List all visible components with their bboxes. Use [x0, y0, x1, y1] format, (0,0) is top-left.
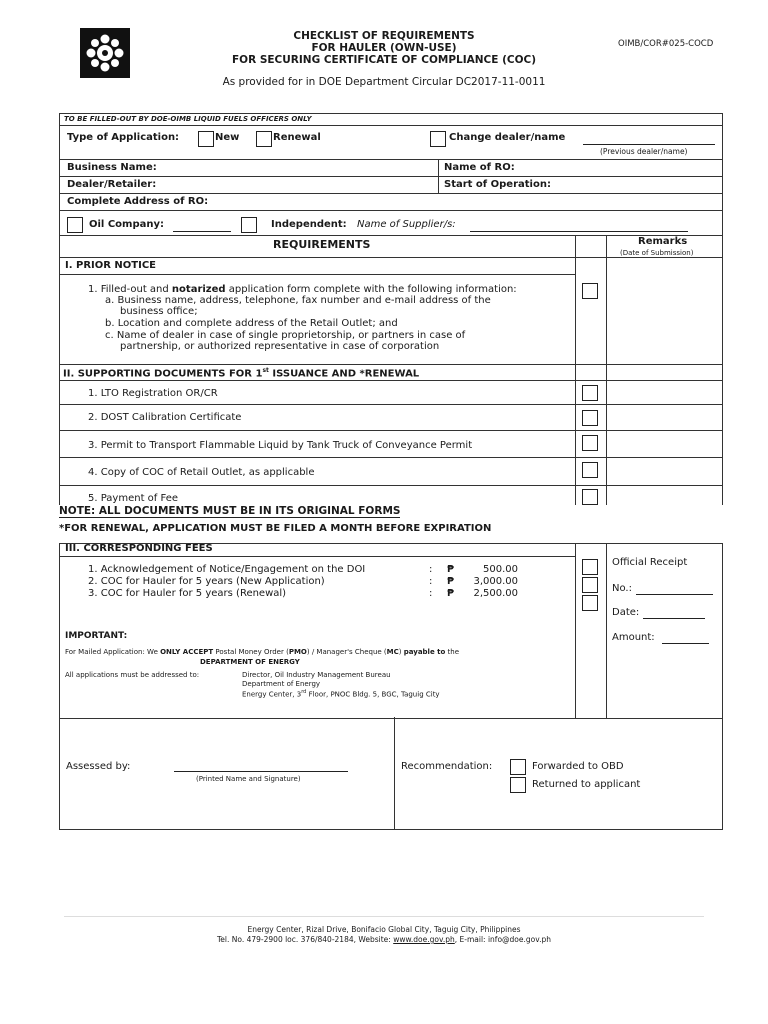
remarks-header: Remarks — [638, 236, 688, 247]
complete-address-label: Complete Address of RO: — [67, 196, 209, 207]
previous-dealer-caption: (Previous dealer/name) — [600, 147, 688, 156]
email-link[interactable]: info@doe.gov.ph — [487, 935, 551, 944]
title-line-1: CHECKLIST OF REQUIREMENTS — [293, 30, 475, 42]
remarks-subheader: (Date of Submission) — [620, 249, 694, 257]
receipt-no-line[interactable] — [636, 594, 713, 595]
printed-name-caption: (Printed Name and Signature) — [196, 775, 301, 783]
renewal-label: Renewal — [273, 132, 321, 143]
address-line-3: Energy Center, 3rd Floor, PNOC Bldg. 5, BGC, Taguig City — [242, 689, 440, 699]
s1-item-c2: partnership, or authorized representative in case of corporation — [120, 341, 440, 352]
supplier-label: Name of Supplier/s: — [357, 219, 456, 230]
s1-item-a: a. Business name, address, telephone, fax number and e-mail address of the — [105, 295, 491, 306]
name-of-ro-label: Name of RO: — [444, 162, 515, 173]
s2-checkbox-dost[interactable] — [582, 410, 598, 426]
website-link[interactable]: www.doe.gov.ph — [393, 935, 455, 944]
requirements-form — [59, 113, 723, 719]
fee-item-2-colon: : — [429, 576, 433, 587]
assessment-box — [59, 717, 723, 830]
fee-item-3-amount: 2,500.00 — [473, 588, 518, 599]
section-corresponding-fees: III. CORRESPONDING FEES — [65, 543, 213, 554]
s2-item-lto: 1. LTO Registration OR/CR — [88, 388, 218, 399]
forwarded-checkbox[interactable] — [510, 759, 526, 775]
change-dealer-label: Change dealer/name — [449, 132, 566, 143]
address-line-2: Department of Energy — [242, 680, 321, 688]
s2-checkbox-lto[interactable] — [582, 385, 598, 401]
title-line-3: FOR SECURING CERTIFICATE OF COMPLIANCE (COC) — [231, 54, 537, 66]
s1-item-b: b. Location and complete address of the Retail Outlet; and — [105, 318, 398, 329]
fee-item-3-colon: : — [429, 588, 433, 599]
footer-contact: Tel. No. 479-2900 loc. 376/840-2184, Website: www.doe.gov.ph, E-mail: info@doe.gov.ph — [217, 935, 551, 944]
s2-item-permit: 3. Permit to Transport Flammable Liquid by Tank Truck of Conveyance Permit — [88, 440, 473, 451]
fee-checkbox-1[interactable] — [582, 559, 598, 575]
fee-item-2-peso: ₱ — [447, 576, 454, 587]
receipt-no-label: No.: — [612, 583, 632, 594]
s2-item-coc: 4. Copy of COC of Retail Outlet, as applicable — [88, 467, 315, 478]
s2-checkbox-permit[interactable] — [582, 435, 598, 451]
oil-company-line[interactable] — [173, 231, 231, 232]
s1-item-a2: business office; — [120, 306, 198, 317]
title-line-2: FOR HAULER (OWN-USE) — [311, 42, 457, 54]
assessed-by-line[interactable] — [174, 771, 348, 772]
recommendation-label: Recommendation: — [401, 761, 493, 772]
note-renewal: *FOR RENEWAL, APPLICATION MUST BE FILED A MONTH BEFORE EXPIRATION — [59, 523, 492, 534]
receipt-date-label: Date: — [612, 607, 640, 618]
officer-note: TO BE FILLED-OUT BY DOE-OIMB LIQUID FUELS OFFICERS ONLY — [64, 115, 312, 123]
fee-item-3: 3. COC for Hauler for 5 years (Renewal) — [88, 588, 287, 599]
fee-item-1-colon: : — [429, 564, 433, 575]
new-checkbox[interactable] — [198, 131, 214, 147]
supplier-line[interactable] — [470, 231, 688, 232]
section-supporting-docs: II. SUPPORTING DOCUMENTS FOR 1st ISSUANCE AND *RENEWAL — [63, 367, 420, 380]
change-dealer-checkbox[interactable] — [430, 131, 446, 147]
s1-checkbox[interactable] — [582, 283, 598, 299]
footer-divider — [64, 916, 704, 917]
forwarded-label: Forwarded to OBD — [532, 761, 624, 772]
business-name-label: Business Name: — [67, 162, 157, 173]
receipt-amount-line[interactable] — [662, 643, 709, 644]
s1-item-1: 1. Filled-out and notarized application form complete with the following information: — [88, 284, 517, 295]
s1-item-c: c. Name of dealer in case of single proprietorship, or partners in case of — [105, 330, 466, 341]
s2-item-dost: 2. DOST Calibration Certificate — [88, 412, 242, 423]
dealer-retailer-label: Dealer/Retailer: — [67, 179, 157, 190]
assessed-by-label: Assessed by: — [66, 761, 131, 772]
fee-item-2-amount: 3,000.00 — [473, 576, 518, 587]
returned-checkbox[interactable] — [510, 777, 526, 793]
fee-item-1: 1. Acknowledgement of Notice/Engagement on the DOI — [88, 564, 366, 575]
returned-label: Returned to applicant — [532, 779, 641, 790]
s2-checkbox-fee[interactable] — [582, 489, 598, 505]
new-label: New — [215, 132, 240, 143]
section-prior-notice: I. PRIOR NOTICE — [65, 260, 157, 271]
renewal-checkbox[interactable] — [256, 131, 272, 147]
fee-checkbox-2[interactable] — [582, 577, 598, 593]
oil-company-label: Oil Company: — [89, 219, 165, 230]
receipt-amount-label: Amount: — [612, 632, 655, 643]
oil-company-checkbox[interactable] — [67, 217, 83, 233]
s2-item-fee: 5. Payment of Fee — [88, 493, 179, 504]
note-original-forms: NOTE: ALL DOCUMENTS MUST BE IN ITS ORIGINAL FORMS — [59, 505, 401, 517]
previous-dealer-line[interactable] — [583, 144, 715, 145]
mailed-application-text: For Mailed Application: We ONLY ACCEPT Postal Money Order (PMO) / Manager's Cheque (MC) payable to the — [65, 648, 460, 656]
official-receipt-label: Official Receipt — [612, 557, 688, 568]
address-line-1: Director, Oil Industry Management Bureau — [242, 671, 391, 679]
fee-item-1-amount: 500.00 — [483, 564, 518, 575]
doe-name: DEPARTMENT OF ENERGY — [200, 658, 300, 666]
fee-item-2: 2. COC for Hauler for 5 years (New Application) — [88, 576, 325, 587]
fee-item-3-peso: ₱ — [447, 588, 454, 599]
addressed-to-label: All applications must be addressed to: — [65, 671, 200, 679]
subtitle: As provided for in DOE Department Circular DC2017-11-0011 — [222, 76, 546, 88]
footer-address: Energy Center, Rizal Drive, Bonifacio Global City, Taguig City, Philippines — [247, 925, 521, 934]
s2-checkbox-coc[interactable] — [582, 462, 598, 478]
fee-item-1-peso: ₱ — [447, 564, 454, 575]
type-of-application-label: Type of Application: — [67, 132, 180, 143]
independent-label: Independent: — [271, 219, 347, 230]
independent-checkbox[interactable] — [241, 217, 257, 233]
start-of-operation-label: Start of Operation: — [444, 179, 551, 190]
form-code: OIMB/COR#025-COCD — [618, 39, 714, 49]
important-label: IMPORTANT: — [65, 631, 128, 641]
requirements-header: REQUIREMENTS — [273, 238, 371, 251]
receipt-date-line[interactable] — [643, 618, 705, 619]
fee-checkbox-3[interactable] — [582, 595, 598, 611]
